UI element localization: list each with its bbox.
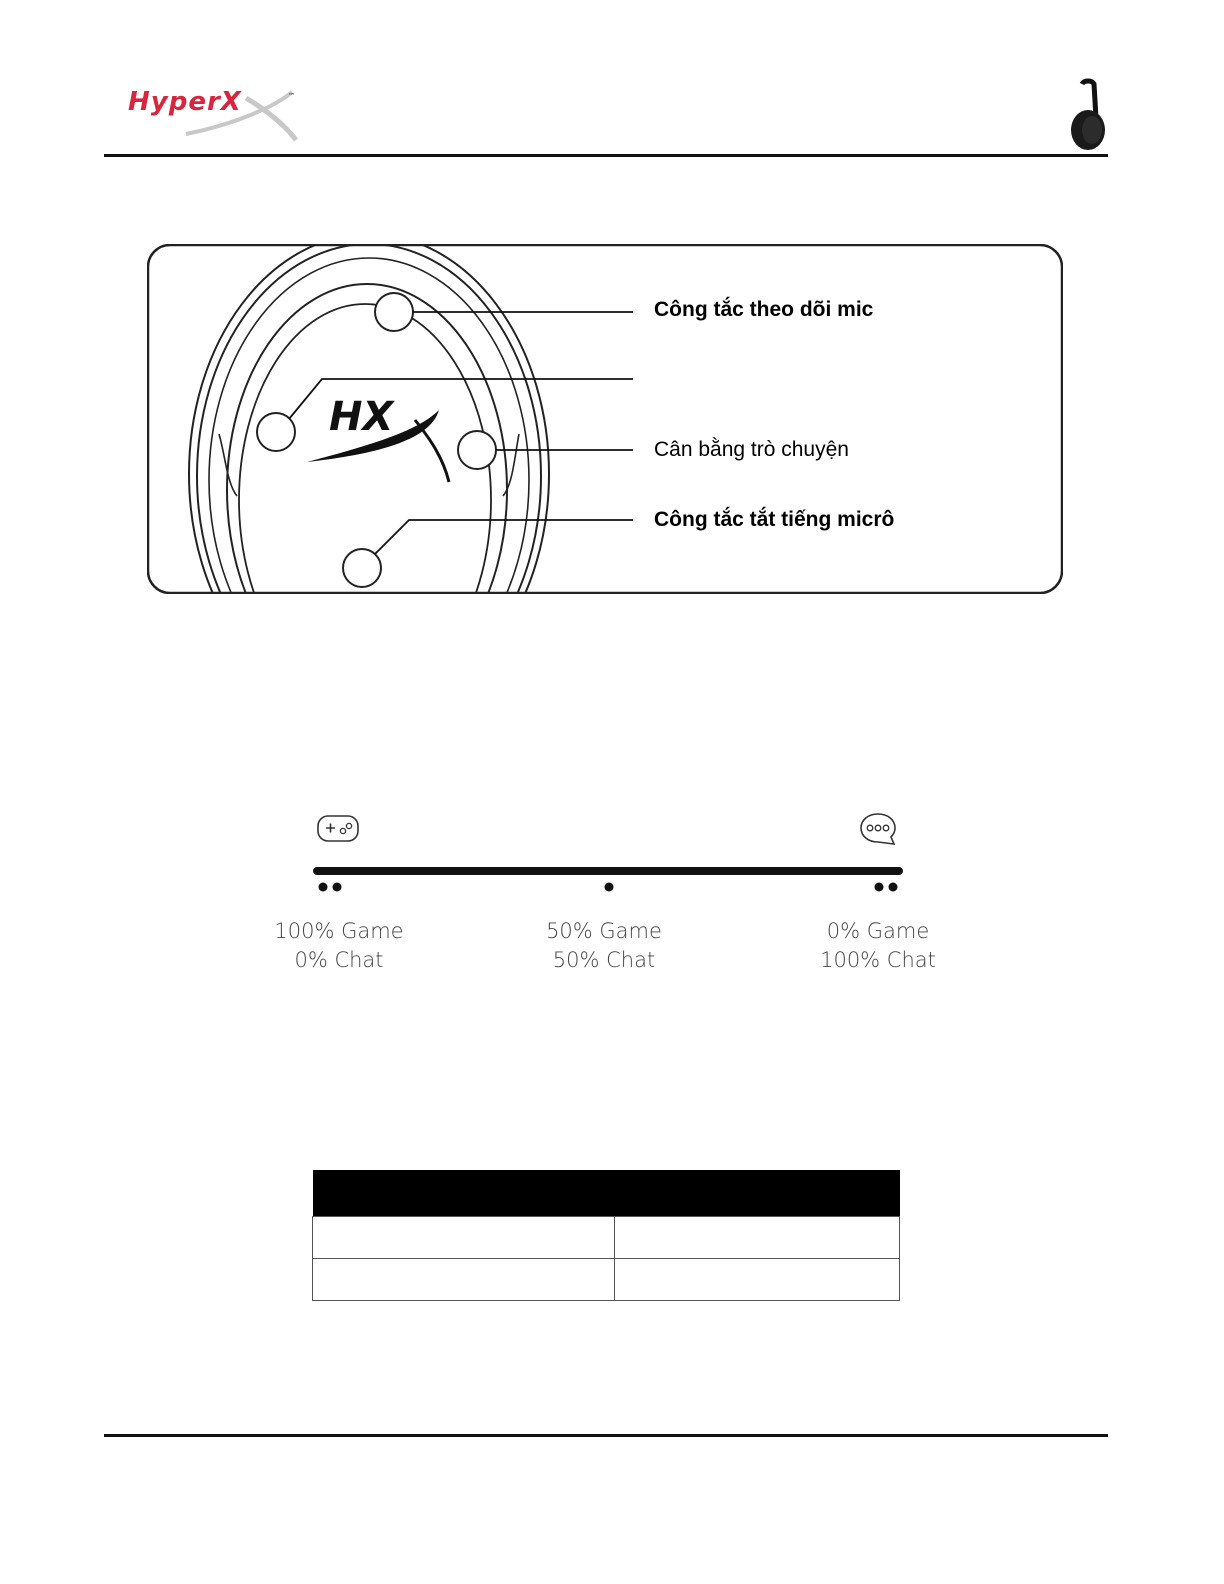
callout-chat-balance: Cân bằng trò chuyện xyxy=(654,438,849,461)
headset-icon xyxy=(1066,78,1110,152)
callout-mic-monitor: Công tắc theo dõi mic xyxy=(654,298,874,321)
balance-markers xyxy=(313,878,913,896)
footer-rule xyxy=(104,1434,1108,1437)
table-cell xyxy=(615,1259,900,1301)
svg-text:™: ™ xyxy=(288,92,295,100)
mix-label-full-game: 100% Game 0% Chat xyxy=(274,919,404,972)
table-cell xyxy=(313,1259,615,1301)
mix-label-full-chat: 0% Game 100% Chat xyxy=(820,919,936,972)
earcup-diagram xyxy=(147,244,1063,594)
table-row xyxy=(313,1217,900,1259)
table-header-row xyxy=(313,1170,900,1217)
table-row xyxy=(313,1259,900,1301)
mix-label-even: 50% Game 50% Chat xyxy=(546,919,662,972)
gamepad-icon xyxy=(316,813,362,845)
balance-slider-track xyxy=(313,867,903,875)
table-header-cell xyxy=(615,1170,900,1217)
header-rule xyxy=(104,154,1108,157)
callout-mic-mute: Công tắc tắt tiếng micrô xyxy=(654,508,895,531)
logo-wordmark: HyperX xyxy=(128,87,242,117)
table-cell xyxy=(615,1217,900,1259)
hyperx-logo xyxy=(126,84,306,144)
chat-bubble-icon xyxy=(858,811,898,847)
info-table xyxy=(312,1170,900,1301)
svg-text:HX: HX xyxy=(329,394,394,440)
table-header-cell xyxy=(313,1170,615,1217)
table-cell xyxy=(313,1217,615,1259)
